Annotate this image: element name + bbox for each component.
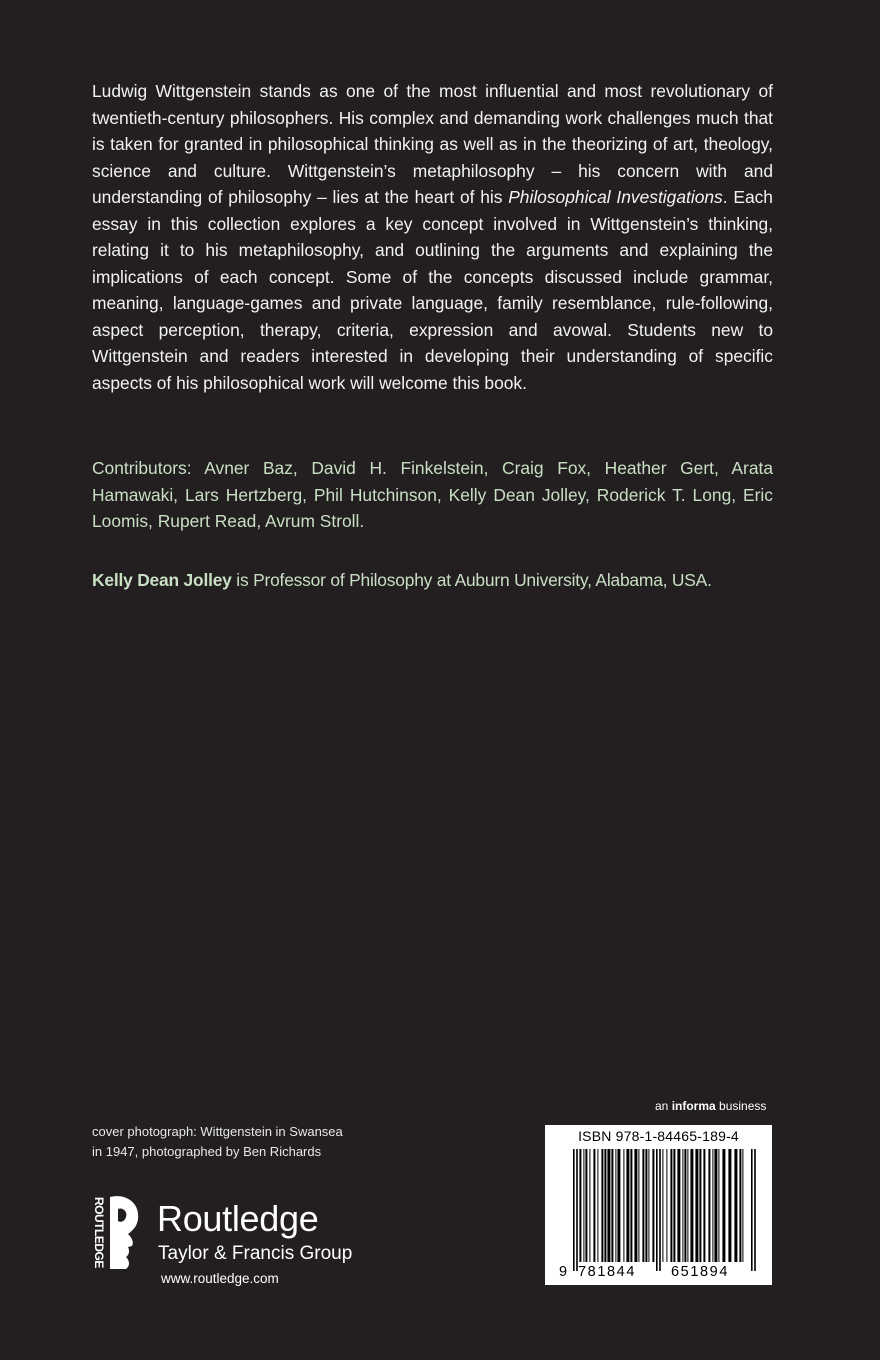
barcode-bar xyxy=(638,1149,639,1262)
barcode-bar xyxy=(579,1149,581,1262)
author-bio xyxy=(92,567,792,594)
barcode-bar xyxy=(673,1149,675,1262)
barcode-bar xyxy=(656,1149,658,1271)
barcode-bar xyxy=(699,1149,701,1262)
barcode-bar xyxy=(642,1149,644,1262)
informa-suffix: business xyxy=(715,1099,767,1113)
barcode-bar xyxy=(666,1149,667,1262)
barcode-bar xyxy=(684,1149,686,1262)
barcode-bar xyxy=(682,1149,683,1262)
barcode-bar xyxy=(690,1149,693,1262)
barcode-bar xyxy=(652,1149,654,1262)
routledge-logo-icon xyxy=(88,1193,148,1278)
barcode-bar xyxy=(597,1149,598,1262)
barcode-bar xyxy=(611,1149,613,1262)
publisher-url[interactable]: www.routledge.com xyxy=(161,1271,279,1286)
barcode-bar xyxy=(722,1149,725,1262)
informa-business-tag xyxy=(655,1099,766,1113)
barcode-bar xyxy=(662,1149,663,1262)
contributors-paragraph: Contributors: Avner Baz, David H. Finkelstein, Craig Fox, Heather Gert, Arata Hamawaki, Lars Hertzberg, Phil Hutchinson, Kelly Dean Jolley, Roderick T. Long, Eric Loomis, Rupert Read, Avrum Stroll. xyxy=(92,458,773,531)
barcode-bar xyxy=(623,1149,624,1262)
cover-credit-line-1: cover photograph: Wittgenstein in Swansea xyxy=(92,1124,343,1139)
routledge-head-silhouette-icon xyxy=(88,1193,148,1273)
barcode-bar xyxy=(718,1149,719,1262)
barcode-bar xyxy=(728,1149,731,1262)
barcode-bars xyxy=(545,1125,772,1285)
barcode-bar xyxy=(670,1149,672,1262)
author-name: Kelly Dean Jolley xyxy=(92,570,232,590)
barcode-bar xyxy=(601,1149,603,1262)
barcode-bar xyxy=(648,1149,649,1262)
barcode-bar xyxy=(734,1149,737,1262)
barcode-bar xyxy=(573,1149,575,1271)
barcode-bar xyxy=(645,1149,647,1262)
barcode-digits-left: 781844 xyxy=(578,1264,636,1280)
book-title-italic: Philosophical Investigations xyxy=(508,187,723,207)
barcode-digit-first: 9 xyxy=(559,1264,569,1280)
barcode-bar xyxy=(751,1149,753,1271)
barcode-bar xyxy=(630,1149,632,1262)
barcode-bar xyxy=(703,1149,705,1262)
barcode-bar xyxy=(615,1149,616,1262)
barcode-bar xyxy=(687,1149,688,1262)
barcode-bar xyxy=(659,1149,661,1271)
barcode-bar xyxy=(754,1149,756,1271)
blurb-text-start: Ludwig Wittgenstein stands as one of the most influential and most revolutionary of twentieth-century philosophers. His complex and demanding work challenges much that is taken for granted in philosophical thinking as well as in the theorizing of art, theology, science and culture. Wittgenstein’s metaphilosophy – his concern with and understanding of philosophy – lies at the heart of his xyxy=(92,81,773,207)
barcode-bar xyxy=(626,1149,629,1262)
barcode-bar xyxy=(589,1149,590,1262)
barcode-bar xyxy=(604,1149,606,1262)
isbn-label: ISBN 978-1-84465-189-4 xyxy=(578,1128,739,1144)
barcode-bar xyxy=(576,1149,578,1271)
barcode-bar xyxy=(708,1149,710,1262)
barcode-bar xyxy=(607,1149,610,1262)
barcode-bar xyxy=(695,1149,698,1262)
barcode-bar xyxy=(593,1149,595,1262)
publisher-name: Routledge xyxy=(157,1198,319,1239)
barcode-bar xyxy=(634,1149,637,1262)
publisher-group: Taylor & Francis Group xyxy=(158,1243,353,1264)
informa-prefix: an xyxy=(655,1099,672,1113)
barcode-bar xyxy=(742,1149,743,1262)
informa-brand: informa xyxy=(671,1099,716,1113)
logo-vertical-text: ROUTLEDGE xyxy=(92,1197,106,1268)
isbn-barcode xyxy=(545,1125,772,1285)
barcode-bar xyxy=(617,1149,620,1262)
barcode-bar xyxy=(583,1149,584,1262)
barcode-digits-right: 651894 xyxy=(671,1264,729,1280)
cover-photo-credit xyxy=(92,1122,412,1162)
cover-credit-line-2: in 1947, photographed by Ben Richards xyxy=(92,1144,322,1159)
blurb-paragraph xyxy=(92,78,773,396)
author-bio-text: is Professor of Philosophy at Auburn University, Alabama, USA. xyxy=(231,570,712,590)
barcode-bar xyxy=(585,1149,587,1262)
barcode-bar xyxy=(714,1149,717,1262)
barcode-bar xyxy=(739,1149,741,1262)
blurb-text-end: . Each essay in this collection explores a key concept involved in Wittgenstein’s thinking, relating it to his metaphilosophy, and outlining the arguments and explaining the implications of each concept. Some of the concepts discussed include grammar, meaning, language-games and private language, family resemblance, rule-following, aspect perception, therapy, criteria, expression and avowal. Students new to Wittgenstein and readers interested in developing their understanding of specific aspects of his philosophical work will welcome this book. xyxy=(92,187,773,393)
barcode-bar xyxy=(677,1149,680,1262)
barcode-bar xyxy=(712,1149,713,1262)
